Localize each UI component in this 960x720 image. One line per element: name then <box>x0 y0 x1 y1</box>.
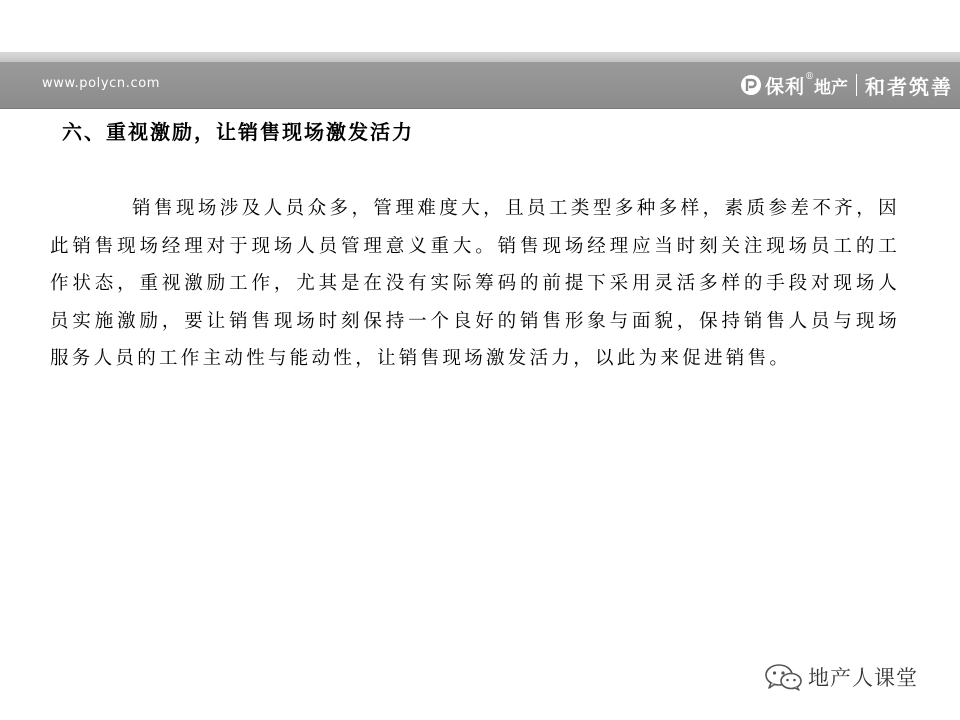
watermark-text: 地产人课堂 <box>808 666 918 690</box>
poly-logo-icon <box>740 74 762 96</box>
brand-logo <box>740 71 953 99</box>
registered-mark: ® <box>805 72 815 82</box>
brand-sub: 地产 <box>814 77 849 98</box>
body-paragraph: 销售现场涉及人员众多，管理难度大，且员工类型多种多样，素质参差不齐，因此销售现场经理对于现场人员管理意义重大。销售现场经理应当时刻关注现场员工的工作状态，重视激励工作，尤其是在没有实际筹码的前提下采用灵活多样的手段对现场人员实施激励，要让销售现场时刻保持一个良好的销售形象与面貌，保持销售人员与现场服务人员的工作主动性与能动性，让销售现场激发活力，以此为来促进销售。 <box>50 198 900 369</box>
wechat-icon <box>764 662 804 692</box>
section-heading: 六、重视激励，让销售现场激发活力 <box>62 120 414 144</box>
header-top-strip <box>0 52 960 62</box>
brand-name: 保利 <box>765 75 806 98</box>
brand-slogan: 和者筑善 <box>865 74 954 99</box>
watermark <box>764 662 918 692</box>
site-url: www.polycn.com <box>42 76 161 91</box>
header-bar <box>0 62 960 109</box>
brand-separator <box>856 74 857 96</box>
